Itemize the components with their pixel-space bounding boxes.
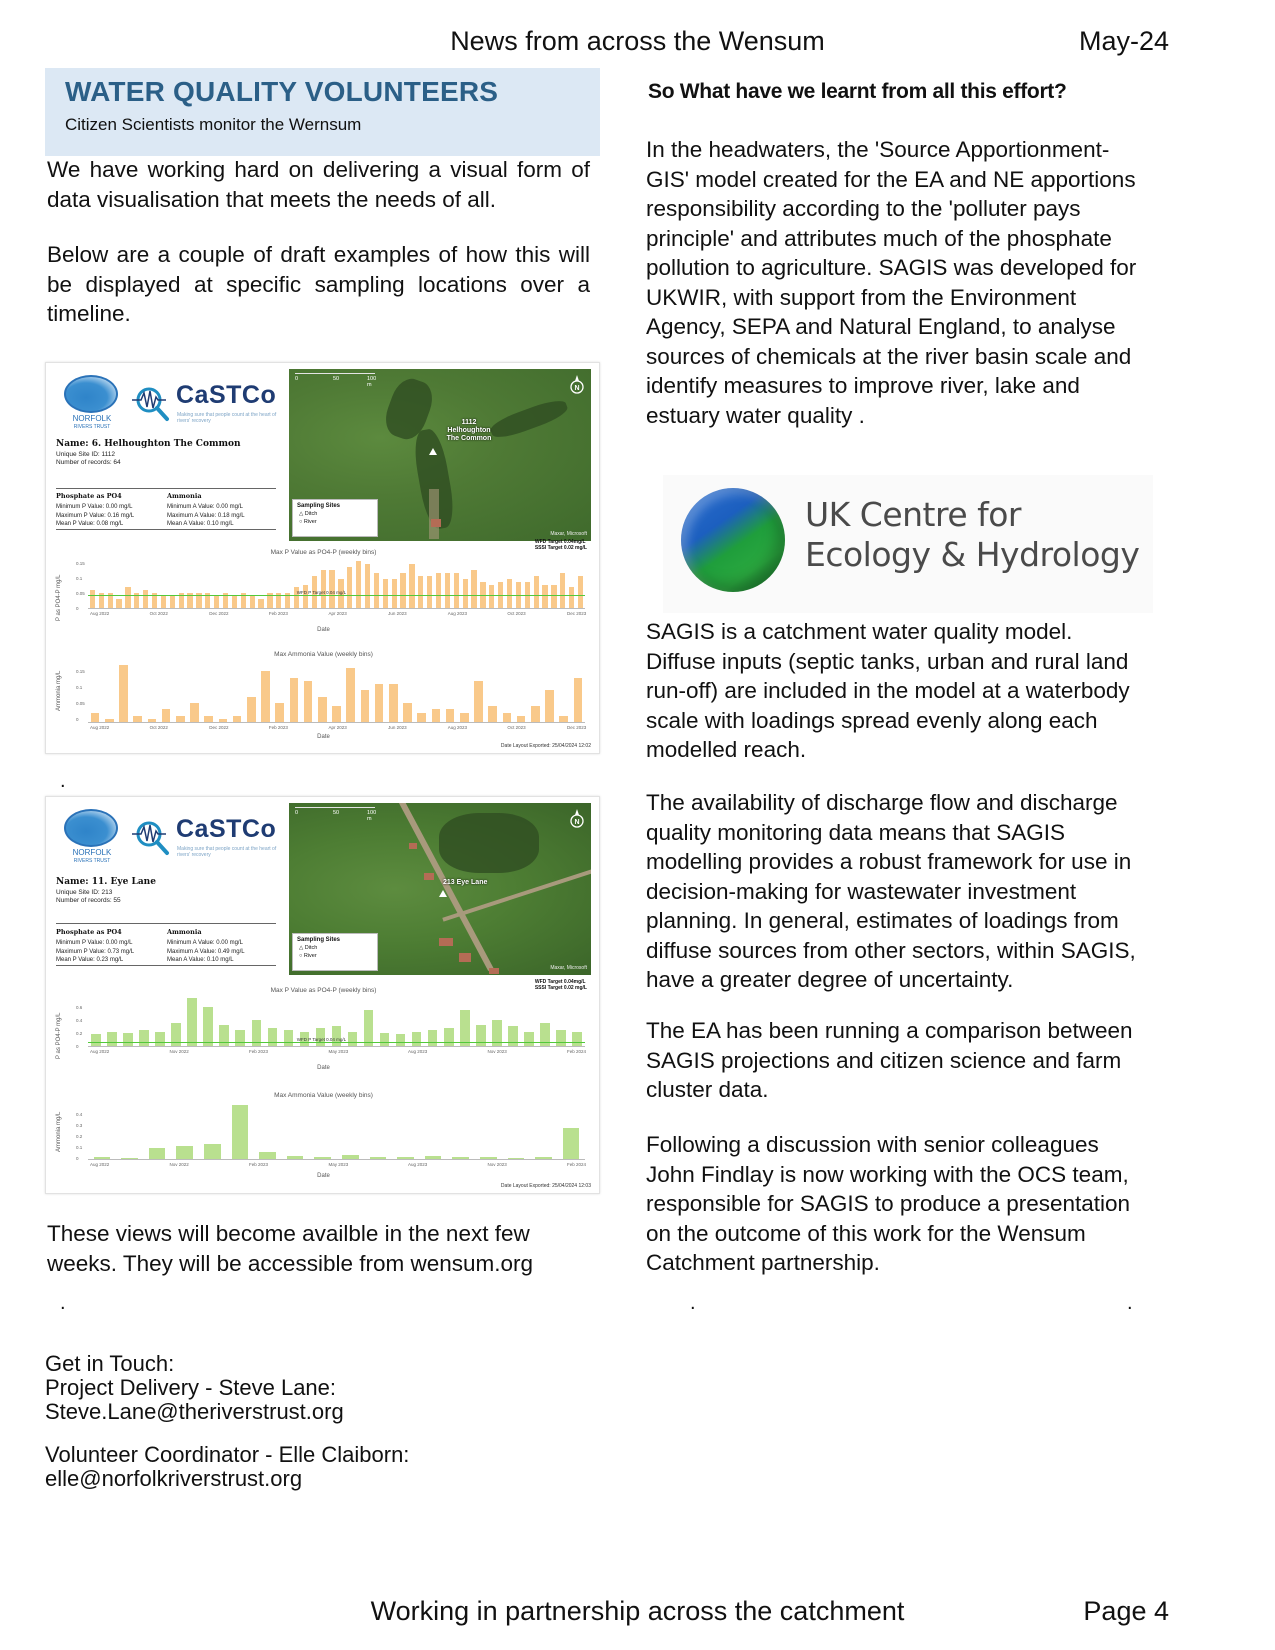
divider — [56, 488, 276, 489]
data-bar — [374, 573, 379, 608]
contact-block-2 — [45, 1443, 409, 1491]
phosphate-min: Minimum P Value: 0.00 mg/L — [56, 504, 133, 510]
intro-paragraph-2: Below are a couple of draft examples of how this will be displayed at specific sampling locations over a timeline. — [47, 242, 590, 326]
data-bar — [392, 579, 397, 608]
data-bar — [233, 716, 242, 722]
data-bar — [488, 706, 497, 722]
project-delivery-label: Project Delivery - Steve Lane: — [45, 1375, 337, 1400]
data-bar — [436, 573, 441, 608]
legend-river: ○ River — [299, 519, 317, 525]
data-bar — [214, 596, 219, 608]
data-bar — [389, 684, 398, 722]
data-bar — [148, 719, 157, 722]
x-tick: Nov 2022 — [169, 1162, 189, 1167]
y-tick: 0.15 — [76, 561, 85, 566]
spacer-dot: . — [1127, 1292, 1133, 1314]
x-tick: Aug 2023 — [447, 611, 468, 616]
x-tick: Jun 2023 — [388, 611, 407, 616]
data-bar — [232, 1105, 249, 1159]
svg-text:N: N — [574, 819, 580, 826]
x-tick: Nov 2022 — [169, 1049, 189, 1054]
norfolk-rivers-trust-logo — [64, 375, 120, 435]
data-bar — [460, 713, 469, 723]
data-bar — [542, 585, 547, 609]
next-steps-paragraph: Following a discussion with senior colleagues John Findlay is now working with the OCS team, responsible for SAGIS to produce a presentation on the outcome of this work for the Wensum Catchment partnership. — [646, 1132, 1131, 1275]
target-legend — [535, 539, 587, 551]
data-bar — [370, 1157, 387, 1159]
legend-ditch: △ Ditch — [299, 511, 318, 517]
logo-subtext: RIVERS TRUST — [73, 858, 111, 864]
data-bar — [176, 1146, 193, 1159]
data-bar — [551, 585, 556, 609]
data-bar — [94, 1157, 111, 1159]
data-bar — [232, 596, 237, 608]
intro-paragraph-1: We have working hard on delivering a visual form of data visualisation that meets the needs of all. — [47, 157, 590, 212]
data-bar — [219, 719, 228, 722]
data-bar — [535, 1157, 552, 1159]
data-bar — [375, 684, 384, 722]
x-tick: Feb 2023 — [268, 611, 288, 616]
data-bar — [396, 1034, 406, 1046]
contact-heading: Get in Touch: — [45, 1351, 175, 1376]
north-arrow-icon — [569, 809, 585, 831]
data-bar — [204, 716, 213, 722]
wfd-target: WFD Target 0.04mg/L — [534, 539, 586, 545]
legend-river-label: River — [303, 953, 317, 959]
data-bar — [290, 678, 299, 722]
chart-title: Max P Value as PO4-P (weekly bins) — [270, 987, 377, 994]
y-tick: 0 — [76, 606, 79, 611]
ammonia-max: Maximum A Value: 0.49 mg/L — [167, 948, 245, 955]
right-heading: So What have we learnt from all this effort? — [648, 80, 1067, 103]
phosphate-max: Maximum P Value: 0.73 mg/L — [56, 948, 135, 955]
x-tick: Oct 2022 — [149, 725, 168, 730]
plot-area — [88, 997, 585, 1047]
ammonia-stats — [167, 503, 245, 529]
y-tick: 0.4 — [76, 1018, 83, 1023]
data-bar — [452, 1157, 469, 1159]
data-bar — [454, 573, 459, 608]
dashboard-helhoughton — [45, 362, 600, 754]
data-bar — [91, 1034, 101, 1046]
magnifier-wave-icon — [132, 817, 172, 857]
spacer-dot: . — [690, 1292, 696, 1314]
river-bird-icon — [64, 809, 118, 847]
data-bar — [428, 1030, 438, 1046]
data-bar — [380, 1033, 390, 1046]
castco-brand: CaSTCo — [176, 815, 277, 843]
y-tick: 0.05 — [76, 701, 85, 706]
scale-100: 100 m — [367, 376, 377, 388]
logo-subtext: RIVERS TRUST — [73, 424, 111, 430]
y-tick: 0.1 — [76, 685, 83, 690]
svg-text:N: N — [574, 385, 580, 392]
legend-river-label: River — [303, 519, 317, 525]
y-tick: 0.3 — [76, 1123, 83, 1128]
y-axis-label: P as PO4-P mg/L — [56, 574, 62, 621]
y-tick: 0.1 — [76, 576, 83, 581]
data-bar — [303, 585, 308, 609]
data-bar — [446, 709, 455, 722]
y-axis-label: P as PO4-P mg/L — [56, 1012, 62, 1059]
data-bar — [524, 1032, 534, 1046]
data-bar — [261, 671, 270, 722]
divider — [56, 529, 276, 530]
data-bar — [121, 1158, 138, 1159]
data-bar — [508, 1158, 525, 1159]
x-axis-label: Date — [317, 1065, 330, 1071]
x-tick: Dec 2022 — [209, 725, 229, 730]
x-tick: Feb 2023 — [249, 1162, 269, 1167]
data-bar — [383, 579, 388, 608]
data-bar — [356, 561, 361, 608]
scale-0: 0 — [295, 810, 299, 816]
ukceh-logo — [663, 475, 1153, 613]
y-axis-label: Ammonia mg/L — [56, 670, 62, 711]
ammonia-mean: Mean A Value: 0.10 mg/L — [167, 521, 234, 527]
chart-title: Max P Value as PO4-P (weekly bins) — [270, 549, 377, 556]
x-tick: Apr 2023 — [328, 725, 347, 730]
scale-100: 100 m — [367, 810, 377, 822]
phosphate-mean: Mean P Value: 0.23 mg/L — [56, 957, 124, 963]
data-bar — [105, 719, 114, 722]
volunteer-coordinator-label: Volunteer Coordinator - Elle Claiborn: — [45, 1442, 410, 1467]
data-bar — [176, 716, 185, 722]
y-tick: 0.15 — [76, 669, 85, 674]
data-bar — [517, 716, 526, 722]
legend-title: Sampling Sites — [297, 937, 341, 943]
data-bar — [287, 1156, 304, 1159]
ammonia-heading: Ammonia — [167, 492, 202, 500]
phosphate-max: Maximum P Value: 0.16 mg/L — [56, 512, 135, 519]
wfd-target: WFD Target 0.04mg/L — [534, 979, 586, 985]
section-subtitle: Citizen Scientists monitor the Wernsum — [65, 115, 362, 134]
map-scale-bar — [295, 373, 375, 387]
spacer-dot: . — [60, 770, 66, 792]
data-bar — [204, 1144, 221, 1159]
logo-text: NORFOLK — [72, 414, 112, 423]
phosphate-heading: Phosphate as PO4 — [56, 492, 122, 500]
river-bird-icon — [64, 375, 118, 413]
data-bar — [545, 690, 554, 722]
data-bar — [569, 587, 574, 608]
castco-tagline: Making sure that people count at the heart of rivers' recovery — [177, 846, 277, 858]
x-tick: Feb 2023 — [249, 1049, 269, 1054]
data-bar — [531, 706, 540, 722]
export-timestamp: Date Layout Exported: 25/04/2024 12:03 — [500, 1183, 591, 1189]
sssi-target: SSSI Target 0.02 mg/L — [534, 985, 587, 991]
data-bar — [364, 1010, 374, 1046]
site-id: Unique Site ID: 1112 — [56, 451, 116, 458]
data-bar — [143, 590, 148, 608]
x-tick: Feb 2023 — [268, 725, 288, 730]
map-site-label: 213 Eye Lane — [443, 879, 488, 886]
data-bar — [258, 599, 263, 608]
x-axis-label: Date — [317, 1173, 330, 1179]
data-bar — [235, 1030, 245, 1046]
data-bar — [119, 665, 128, 722]
data-bar — [361, 690, 370, 722]
data-bar — [474, 681, 483, 722]
x-tick: Jun 2023 — [388, 725, 407, 730]
logo-text: NORFOLK — [72, 848, 112, 857]
plot-area — [88, 1104, 585, 1160]
legend-ditch-label: Ditch — [304, 511, 318, 517]
divider — [56, 965, 276, 966]
data-bar — [463, 579, 468, 608]
contact-block — [45, 1352, 344, 1424]
norfolk-rivers-trust-logo — [64, 809, 120, 869]
page-number: Page 4 — [1083, 1596, 1169, 1626]
data-bar — [203, 1007, 213, 1046]
target-line-label: WFD P Target 0.04 mg/L — [296, 1037, 347, 1043]
data-bar — [480, 1157, 497, 1159]
data-bar — [116, 599, 121, 608]
ukceh-line-2: Ecology & Hydrology — [805, 535, 1140, 574]
data-bar — [397, 1157, 414, 1159]
x-tick: Nov 2023 — [487, 1049, 507, 1054]
plot-area — [88, 561, 585, 609]
data-bar — [417, 713, 426, 723]
section-banner — [45, 68, 600, 156]
site-id: Unique Site ID: 213 — [56, 889, 113, 896]
y-tick: 0 — [76, 717, 79, 722]
ammonia-max: Maximum A Value: 0.18 mg/L — [167, 512, 245, 519]
scale-0: 0 — [295, 376, 299, 382]
castco-brand: CaSTCo — [176, 381, 277, 409]
data-bar — [304, 681, 313, 722]
site-name: Name: 6. Helhoughton The Common — [56, 439, 241, 449]
discharge-paragraph: The availability of discharge flow and discharge quality monitoring data means that SAGIS modelling provides a robust framework for use in decision-making for wastewater investment planning. In general, estimates of loadings from diffuse sources from other sectors, within SAGIS, have a greater degree of uncertainty. — [646, 790, 1136, 992]
ammonia-heading: Ammonia — [167, 928, 202, 936]
data-bar — [563, 1128, 580, 1159]
site-label-name: Helhoughton — [447, 427, 491, 434]
x-tick: Feb 2024 — [567, 1162, 587, 1167]
site-marker-icon[interactable] — [439, 890, 447, 897]
y-tick: 0.2 — [76, 1031, 83, 1036]
data-bar — [347, 567, 352, 608]
y-tick: 0 — [76, 1044, 79, 1049]
data-bar — [250, 596, 255, 608]
phosphate-chart — [56, 979, 591, 1077]
data-bar — [190, 703, 199, 722]
phosphate-min: Minimum P Value: 0.00 mg/L — [56, 940, 133, 946]
legend-ditch-label: Ditch — [304, 945, 318, 951]
data-bar — [489, 585, 494, 609]
chart-title: Max Ammonia Value (weekly bins) — [274, 1092, 373, 1099]
x-tick: Oct 2023 — [507, 611, 526, 616]
data-bar — [332, 706, 341, 722]
data-bar — [346, 668, 355, 722]
newsletter-title: News from across the Wensum — [450, 26, 825, 56]
data-bar — [91, 713, 100, 723]
data-bar — [418, 576, 423, 608]
ammonia-mean: Mean A Value: 0.10 mg/L — [167, 957, 234, 963]
ammonia-chart — [56, 1092, 591, 1182]
divider — [56, 923, 276, 924]
data-bar — [149, 1148, 166, 1159]
data-bar — [365, 564, 370, 608]
issue-date: May-24 — [1078, 26, 1169, 56]
x-tick: Aug 2022 — [90, 725, 110, 730]
x-tick: Oct 2023 — [507, 725, 526, 730]
site-label-name-2: The Common — [446, 435, 492, 442]
data-bar — [161, 596, 166, 608]
scale-50: 50 — [333, 810, 340, 816]
data-bar — [139, 1030, 149, 1046]
x-tick: Dec 2023 — [567, 725, 587, 730]
site-label-id: 1112 — [461, 419, 477, 426]
ammonia-chart — [56, 651, 591, 741]
data-bar — [284, 1030, 294, 1046]
data-bar — [403, 703, 412, 722]
data-bar — [162, 709, 171, 722]
map-attribution: Maxar, Microsoft — [550, 531, 587, 537]
sssi-target: SSSI Target 0.02 mg/L — [534, 545, 587, 551]
data-bar — [155, 1032, 165, 1046]
dashboard-eye-lane — [45, 796, 600, 1194]
comparison-paragraph: The EA has been running a comparison between SAGIS projections and citizen science and farm cluster data. — [646, 1018, 1133, 1102]
sagis-intro-paragraph: In the headwaters, the 'Source Apportionment-GIS' model created for the EA and NE apportions responsibility according to the 'polluter pays principle' and attributes much of the phosphate pollution to agriculture. SAGIS was developed for UKWIR, with support from the Environment Agency, SEPA and Natural England, to analyse sources of chemicals at the river basin scale and identify measures to improve river, lake and estuary water quality . — [646, 137, 1137, 428]
data-bar — [534, 576, 539, 608]
data-bar — [574, 678, 583, 722]
data-bar — [427, 576, 432, 608]
y-tick: 0.05 — [76, 591, 85, 596]
data-bar — [187, 998, 197, 1046]
x-tick: Aug 2023 — [408, 1049, 428, 1054]
satellite-map[interactable] — [289, 803, 591, 975]
phosphate-heading: Phosphate as PO4 — [56, 928, 122, 936]
phosphate-stats — [56, 503, 134, 529]
x-tick: Oct 2022 — [149, 611, 168, 616]
site-name: Name: 11. Eye Lane — [56, 877, 156, 887]
scale-50: 50 — [333, 376, 340, 382]
legend-title: Sampling Sites — [297, 503, 341, 509]
map-legend — [292, 499, 378, 537]
site-marker-icon[interactable] — [429, 448, 437, 455]
map-scale-bar — [295, 807, 375, 821]
y-tick: 0 — [76, 1156, 79, 1161]
x-tick: Aug 2023 — [447, 725, 468, 730]
data-bar — [314, 1157, 331, 1159]
data-bar — [170, 596, 175, 608]
y-tick: 0.2 — [76, 1134, 83, 1139]
data-bar — [560, 573, 565, 608]
phosphate-mean: Mean P Value: 0.08 mg/L — [56, 521, 124, 527]
data-bar — [559, 716, 568, 722]
record-count: Number of records: 64 — [56, 459, 121, 466]
closing-paragraph: These views will become availble in the next few weeks. They will be accessible from wensum.org — [47, 1221, 534, 1276]
y-tick: 0.6 — [76, 1005, 83, 1010]
ammonia-min: Minimum A Value: 0.00 mg/L — [167, 504, 243, 510]
ukceh-line-1: UK Centre for — [805, 495, 1021, 534]
data-bar — [90, 590, 95, 608]
legend-river: ○ River — [299, 953, 317, 959]
data-bar — [572, 1032, 582, 1046]
data-bar — [107, 1032, 117, 1046]
data-bar — [318, 697, 327, 722]
data-bar — [556, 1030, 566, 1046]
data-bar — [247, 697, 256, 722]
data-bar — [275, 703, 284, 722]
data-bar — [342, 1155, 359, 1159]
x-tick: Feb 2024 — [567, 1049, 587, 1054]
phosphate-chart — [56, 539, 591, 634]
castco-tagline: Making sure that people count at the heart of rivers' recovery — [177, 412, 277, 424]
data-bar — [460, 1010, 470, 1046]
sagis-model-paragraph: SAGIS is a catchment water quality model. Diffuse inputs (septic tanks, urban and rural land run-off) are included in the model at a waterbody scale with loadings spread evenly along each modelled reach. — [646, 619, 1130, 762]
map-site-label — [439, 419, 499, 443]
data-bar — [123, 1033, 133, 1046]
map-attribution: Maxar, Microsoft — [550, 965, 587, 971]
x-tick: Aug 2023 — [408, 1162, 428, 1167]
data-bar — [425, 1156, 442, 1159]
ammonia-stats — [167, 939, 245, 965]
y-tick: 0.1 — [76, 1145, 83, 1150]
target-line-label: WFD P Target 0.04 mg/L — [296, 590, 347, 596]
footer-tagline: Working in partnership across the catchment — [370, 1596, 905, 1626]
data-bar — [400, 573, 405, 608]
x-tick: Aug 2022 — [90, 611, 110, 616]
north-arrow-icon — [569, 375, 585, 397]
data-bar — [503, 713, 512, 723]
x-tick: Nov 2023 — [487, 1162, 507, 1167]
x-tick: Apr 2023 — [328, 611, 347, 616]
data-bar — [329, 570, 334, 608]
x-tick: May 2023 — [328, 1162, 349, 1167]
legend-ditch: △ Ditch — [299, 945, 318, 951]
data-bar — [412, 1032, 422, 1046]
data-bar — [321, 570, 326, 608]
x-tick: Aug 2022 — [90, 1162, 110, 1167]
satellite-map[interactable] — [289, 369, 591, 541]
data-bar — [445, 573, 450, 608]
data-bar — [348, 1032, 358, 1046]
export-timestamp: Date Layout Exported: 25/04/2024 12:02 — [500, 743, 591, 749]
data-bar — [578, 576, 583, 608]
ammonia-min: Minimum A Value: 0.00 mg/L — [167, 940, 243, 946]
volunteer-coordinator-email[interactable]: elle@norfolkriverstrust.org — [45, 1466, 303, 1491]
magnifier-wave-icon — [132, 383, 172, 423]
x-axis-label: Date — [317, 734, 330, 740]
data-bar — [409, 564, 414, 608]
map-legend — [292, 933, 378, 971]
x-tick: Dec 2023 — [567, 611, 587, 616]
data-bar — [133, 716, 142, 722]
x-tick: Aug 2022 — [90, 1049, 110, 1054]
section-title: WATER QUALITY VOLUNTEERS — [65, 76, 499, 107]
target-legend — [535, 979, 587, 991]
y-axis-label: Ammonia mg/L — [56, 1111, 62, 1152]
x-tick: Dec 2022 — [209, 611, 229, 616]
chart-title: Max Ammonia Value (weekly bins) — [274, 651, 373, 658]
x-tick: May 2023 — [328, 1049, 349, 1054]
data-bar — [125, 587, 130, 608]
x-axis-label: Date — [317, 627, 330, 633]
phosphate-stats — [56, 939, 134, 965]
spacer-dot: . — [60, 1292, 66, 1314]
data-bar — [432, 709, 441, 722]
data-bar — [471, 570, 476, 608]
record-count: Number of records: 55 — [56, 897, 121, 904]
data-bar — [259, 1152, 276, 1159]
globe-icon — [681, 488, 785, 592]
project-delivery-email[interactable]: Steve.Lane@theriverstrust.org — [45, 1399, 344, 1424]
y-tick: 0.4 — [76, 1112, 83, 1117]
plot-area — [88, 665, 585, 723]
data-bar — [507, 579, 512, 608]
